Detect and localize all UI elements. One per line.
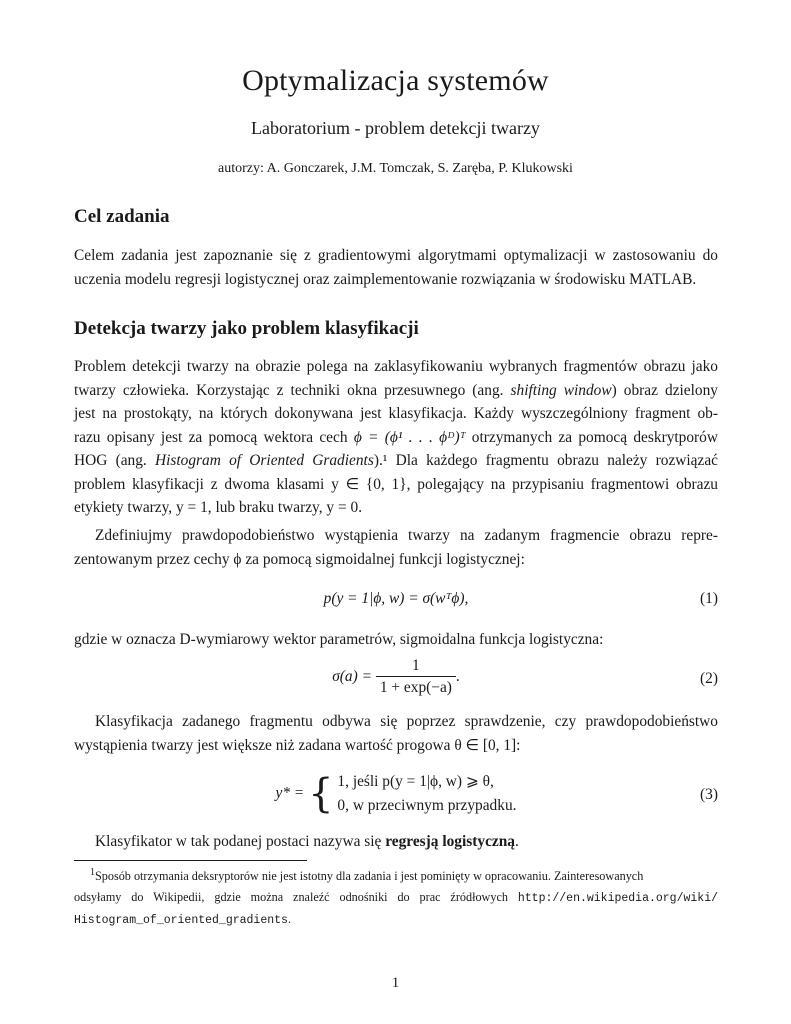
- paragraph-goal: [74, 244, 718, 291]
- paragraph-definition: [74, 524, 718, 571]
- text-line: jest na prostokąty, na których dokonywana jest klasyfikacja. Każdy wyszczególniony fragment ob-: [74, 405, 718, 422]
- document-authors: autorzy: A. Gonczarek, J.M. Tomczak, S. Zaręba, P. Klukowski: [218, 161, 573, 176]
- text-line: Problem detekcji twarzy na obrazie polega na zaklasyfikowaniu wybranych fragmentów obrazu jako: [74, 358, 718, 375]
- footnote-line: Histogram_of_oriented_gradients.: [74, 912, 291, 928]
- left-brace: {: [308, 771, 334, 817]
- equation-formula: y* = { 1, jeśli p(y = 1|ϕ, w) ⩾ θ, 0, w przeciwnym przypadku.: [275, 771, 517, 817]
- equation-formula: σ(a) = $\frac{1}{1 + \exp(-a)}$ .: [74, 656, 718, 699]
- paragraph-classification: [74, 710, 718, 757]
- paragraph-problem: [74, 355, 718, 520]
- footnote-divider: [74, 860, 307, 861]
- cases: 1, jeśli p(y = 1|ϕ, w) ⩾ θ, 0, w przeciwnym przypadku.: [337, 773, 517, 814]
- equation-2: [74, 656, 718, 704]
- text-line: wystąpienia twarzy jest większe niż zadana wartość progowa θ ∈ [0, 1]:: [74, 736, 521, 754]
- footnote-url[interactable]: Histogram_of_oriented_gradients: [74, 914, 288, 928]
- italic-term: shifting window: [510, 381, 612, 399]
- equation-number: (3): [700, 786, 718, 803]
- equation-number: (2): [700, 670, 718, 687]
- page-number: 1: [391, 975, 400, 991]
- document-title: Optymalizacja systemów: [242, 64, 549, 97]
- italic-term: Histogram of Oriented Gradients: [155, 452, 374, 469]
- footnote: [74, 862, 718, 931]
- paragraph-conclusion: [74, 830, 718, 854]
- text-line: etykiety twarzy, y = 1, lub braku twarzy, y = 0.: [74, 499, 363, 516]
- equation-3: [74, 770, 718, 820]
- text-line: razu opisany jest za pomocą wektora cech ϕ = (ϕ¹ . . . ϕᴰ)ᵀ otrzymanych za pomocą deskrytporów: [74, 428, 718, 446]
- text-line: Zdefiniujmy prawdopodobieństwo wystąpienia twarzy na zadanym fragmencie obrazu repre-: [95, 527, 718, 544]
- text-line: uczenia modelu regresji logistycznej oraz zaimplementowanie rozwiązania w środowisku MATLAB.: [74, 270, 697, 288]
- text-line: gdzie w oznacza D-wymiarowy wektor parametrów, sigmoidalna funkcja logistyczna:: [74, 631, 604, 648]
- footnote-line: $^1$Sposób otrzymania deksryptorów nie jest istotny dla zadania i jest pominięty w opracowaniu. Zainteresowanych: [90, 867, 644, 884]
- section-heading-goal: Cel zadania: [74, 206, 170, 227]
- text-line: HOG (ang. Histogram of Oriented Gradients).¹ Dla każdego fragmentu obrazu należy rozwiązać: [74, 452, 718, 469]
- section-heading-detection: Detekcja twarzy jako problem klasyfikacji: [74, 318, 419, 339]
- text-line: Klasyfikator w tak podanej postaci nazywa się regresją logistyczną.: [95, 833, 519, 850]
- bold-term: regresją logistyczną: [385, 833, 515, 850]
- text-line: Celem zadania jest zapoznanie się z gradientowymi algorytmami optymalizacji w zastosowaniu do: [74, 247, 718, 264]
- document-subtitle: Laboratorium - problem detekcji twarzy: [251, 118, 540, 138]
- text-line: zentowanym przez cechy ϕ za pomocą sigmoidalnej funkcji logistycznej:: [74, 550, 525, 568]
- footnote-mark: 1: [90, 867, 95, 878]
- text-line: problem klasyfikacji z dwoma klasami y ∈ {0, 1}, polegający na przypisaniu fragmentowi obrazu: [74, 475, 718, 493]
- text-line: twarzy człowieka. Korzystając z techniki okna przesuwnego (ang. shifting window) obraz dzielony: [74, 381, 718, 399]
- equation-formula: p(y = 1|ϕ, w) = σ(wᵀϕ),: [323, 590, 469, 607]
- math-inline: ϕ = (ϕ¹ . . . ϕᴰ)ᵀ: [353, 428, 466, 446]
- footnote-line: odsyłamy do Wikipedii, gdzie można znaleźć odnośniki do prac źródłowych http://en.wikipedia.org/wiki/: [74, 890, 718, 906]
- text-line: Klasyfikacja zadanego fragmentu odbywa się poprzez sprawdzenie, czy prawdopodobieństwo: [95, 713, 718, 730]
- paragraph-params: [74, 628, 718, 652]
- footnote-url[interactable]: http://en.wikipedia.org/wiki/: [517, 892, 718, 906]
- fraction: $\frac{1}{1 + \exp(-a)}$: [376, 656, 456, 699]
- equation-number: (1): [700, 590, 718, 607]
- equation-1: [74, 590, 718, 614]
